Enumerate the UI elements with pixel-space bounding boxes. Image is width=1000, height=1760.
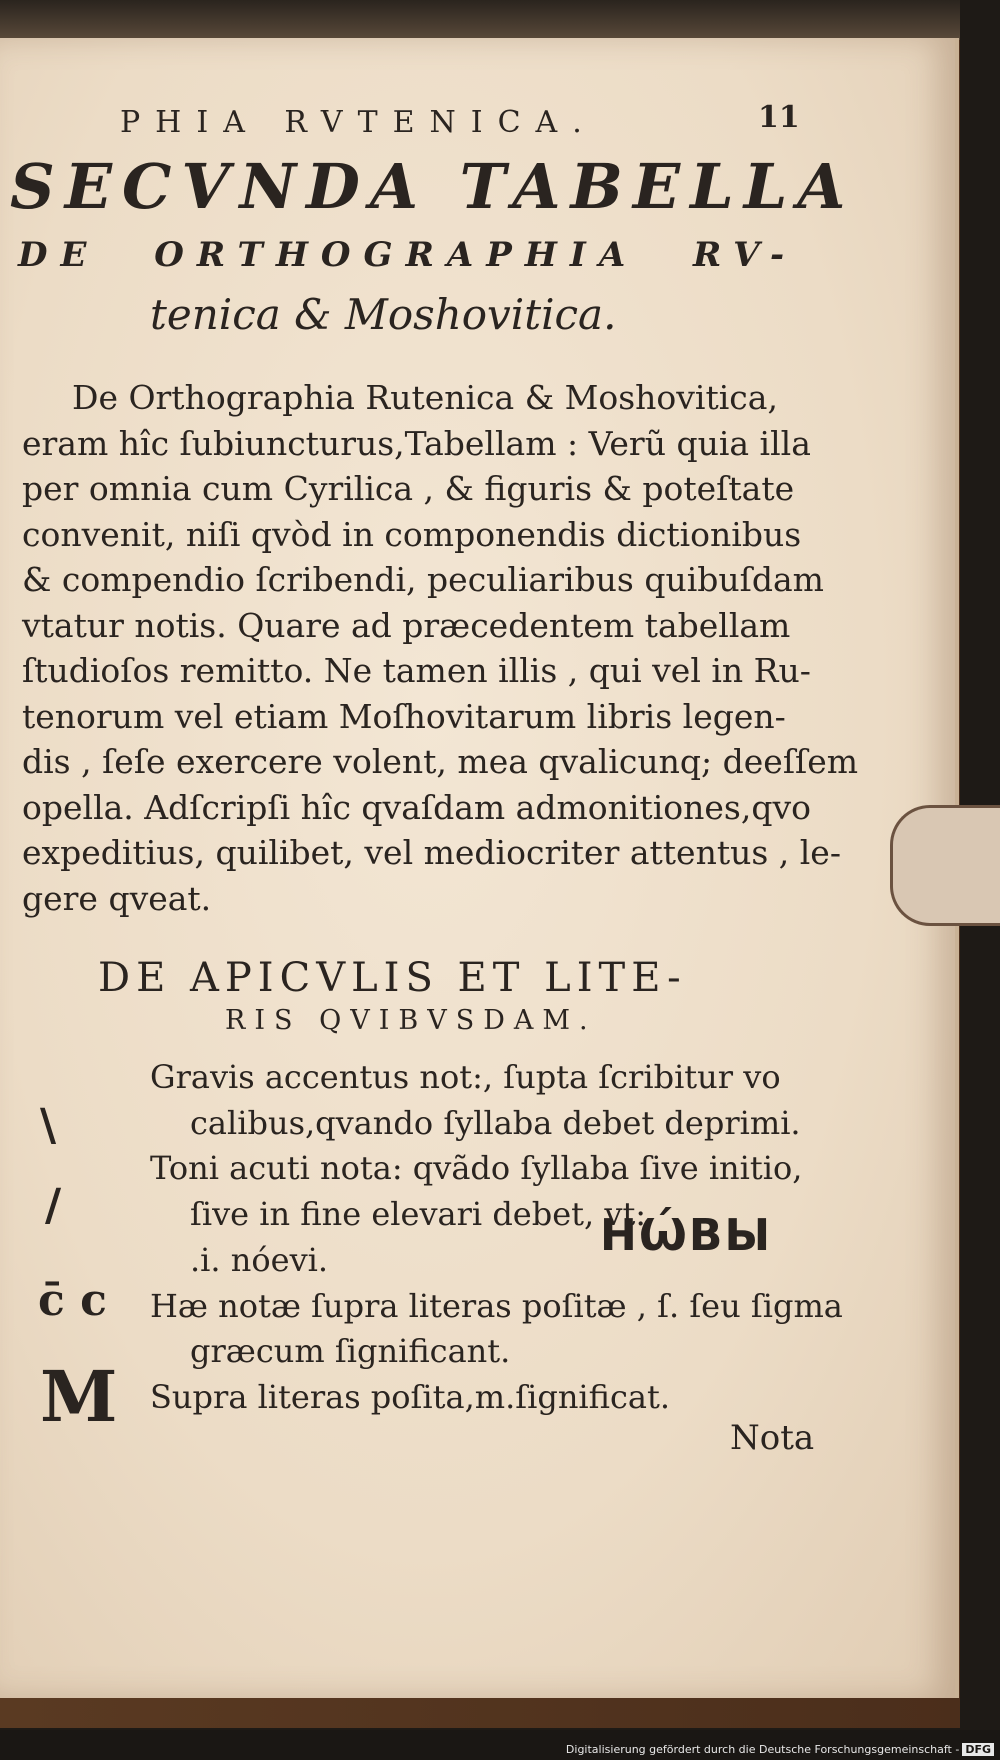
section-heading-line-1: DE APICVLIS ET LITE- (98, 955, 687, 1001)
body-line: per omnia cum Cyrilica , & figuris & poteſtate (22, 469, 795, 508)
body-paragraph (22, 375, 859, 921)
page-clip (890, 805, 1000, 926)
body-line: convenit, niſi qvòd in componendis dictionibus (22, 514, 802, 554)
entry-line: Hæ notæ ſupra literas poſitæ , ſ. ſeu ſigma (150, 1286, 843, 1325)
m-abbreviation-mark: M (40, 1355, 118, 1438)
body-line: De Orthographia Rutenica & Moshovitica, (72, 378, 778, 417)
section-heading-line-2: RIS QVIBVSDAM. (225, 1005, 597, 1036)
entry-line: calibus,qvando ſyllaba debet deprimi. (190, 1103, 801, 1142)
title-line-2: DE ORTHOGRAPHIA RV- (18, 235, 798, 275)
body-line: eram hîc ſubiuncturus,Tabellam : Verũ quia illa (22, 423, 811, 463)
footer-text: Digitalisierung gefördert durch die Deutsche Forschungsgemeinschaft - (565, 1743, 960, 1756)
body-line: tenorum vel etiam Moſhovitarum libris legen- (22, 696, 786, 736)
body-line: gere qveat. (22, 878, 212, 918)
entry-line: Supra literas poſita,m.ſignificat. (150, 1377, 671, 1416)
entry-line: ſive in fine elevari debet, vt: (190, 1195, 647, 1234)
footer-bar (0, 1730, 1000, 1760)
body-line: ſtudioſos remitto. Ne tamen illis , qui vel in Ru- (22, 651, 811, 690)
body-line: dis , ſeſe exercere volent, mea qvalicunq; deeſſem (22, 742, 859, 781)
entry-line: Toni acuti nota: qvãdo ſyllaba ſive initio, (150, 1149, 803, 1188)
grave-accent-mark: \ (40, 1100, 57, 1151)
top-shadow (0, 0, 960, 40)
sigma-marks: c̄ c (38, 1275, 107, 1326)
title-line-3: tenica & Moshovitica. (150, 290, 617, 339)
body-line: & compendio ſcribendi, peculiaribus quibuſdam (22, 560, 824, 599)
dfg-logo: DFG (962, 1743, 994, 1756)
entry-line: græcum ſignificant. (190, 1332, 511, 1371)
body-line: expeditius, quilibet, vel mediocriter attentus , le- (22, 833, 841, 872)
acute-accent-mark: / (45, 1180, 62, 1231)
entry-line: .i. nóevi. (190, 1240, 329, 1279)
entry-line: Gravis accentus not:, ſupta ſcribitur vo (150, 1058, 781, 1096)
title-line-1: SECVNDA TABELLA (10, 150, 856, 223)
page-number: 11 (758, 100, 800, 135)
running-head: PHIA RVTENICA. (120, 105, 597, 140)
body-line: opella. Adſcripſi hîc qvaſdam admonitiones,qvo (22, 787, 811, 827)
cyrillic-example: НѠ́ВЫ (600, 1210, 773, 1261)
body-line: vtatur notis. Quare ad præcedentem tabellam (22, 605, 791, 645)
catchword: Nota (730, 1418, 815, 1458)
footer-credit (566, 1743, 994, 1756)
